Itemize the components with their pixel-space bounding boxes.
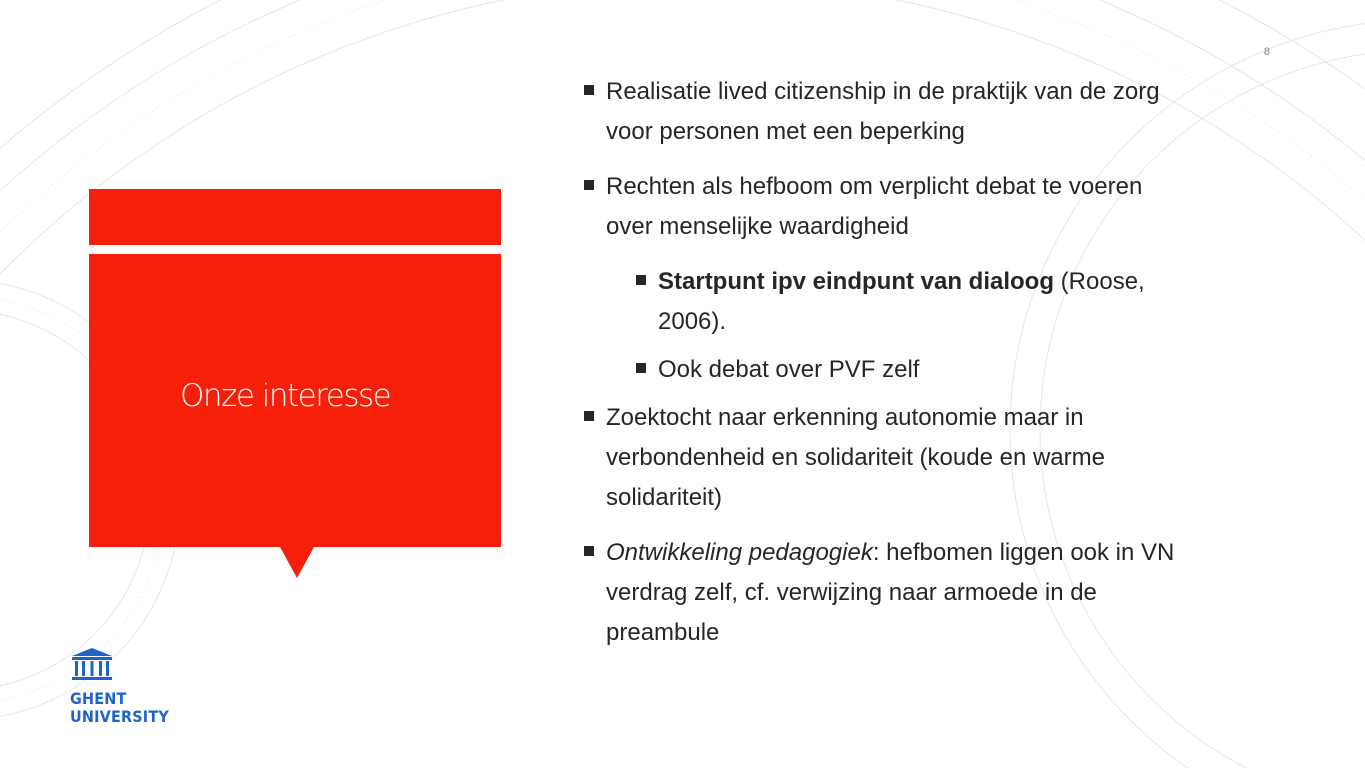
plain-text: : hefbomen liggen ook in VN (872, 539, 1175, 566)
bullet-text-line: verdrag zelf, cf. verwijzing naar armoede in de (606, 579, 1097, 606)
bullet-text-line: Rechten als hefboom om verplicht debat te voeren (606, 173, 1143, 200)
bullet-item (582, 72, 1302, 152)
section-title: Onze interesse (180, 378, 391, 414)
ghent-university-logo (70, 648, 170, 726)
bullet-text-line: Ook debat over PVF zelf (658, 356, 920, 383)
logo-line-ghent: GHENT (70, 689, 127, 708)
bullet-text-line (658, 262, 1302, 302)
bullet-text-line: voor personen met een beperking (606, 118, 965, 145)
bullet-text-line: over menselijke waardigheid (606, 213, 909, 240)
bullet-text-line: solidariteit) (606, 484, 723, 511)
bullet-square-icon (636, 275, 646, 285)
title-panel-pointer (280, 547, 314, 578)
logo-line-university: UNIVERSITY (70, 707, 169, 726)
bullet-square-icon (584, 85, 594, 95)
plain-text: (Roose, (1054, 268, 1145, 295)
bullet-text-line: Realisatie lived citizenship in de praktijk van de zorg (606, 78, 1160, 105)
bullet-text-line: Zoektocht naar erkenning autonomie maar in (606, 404, 1084, 431)
bold-text: Startpunt ipv eindpunt van dialoog (658, 268, 1054, 295)
bullet-item (582, 533, 1302, 653)
bullet-text-line: preambule (606, 619, 720, 646)
bullet-text-line: verbondenheid en solidariteit (koude en warme (606, 444, 1105, 471)
bullet-item (582, 398, 1302, 518)
university-building-icon (71, 648, 113, 684)
bullet-text-line: 2006). (658, 308, 727, 335)
italic-text: Ontwikkeling pedagogiek (606, 539, 873, 566)
bullet-square-icon (636, 363, 646, 373)
sub-bullet-item (582, 350, 1302, 390)
bullet-item (582, 167, 1302, 247)
page-number: 8 (1263, 46, 1270, 58)
red-header-bar (89, 189, 501, 245)
bullet-square-icon (584, 411, 594, 421)
bullet-square-icon (584, 180, 594, 190)
bullet-list (582, 72, 1302, 668)
bullet-square-icon (584, 546, 594, 556)
bullet-text-line (606, 533, 1302, 573)
sub-bullet-item (582, 262, 1302, 342)
